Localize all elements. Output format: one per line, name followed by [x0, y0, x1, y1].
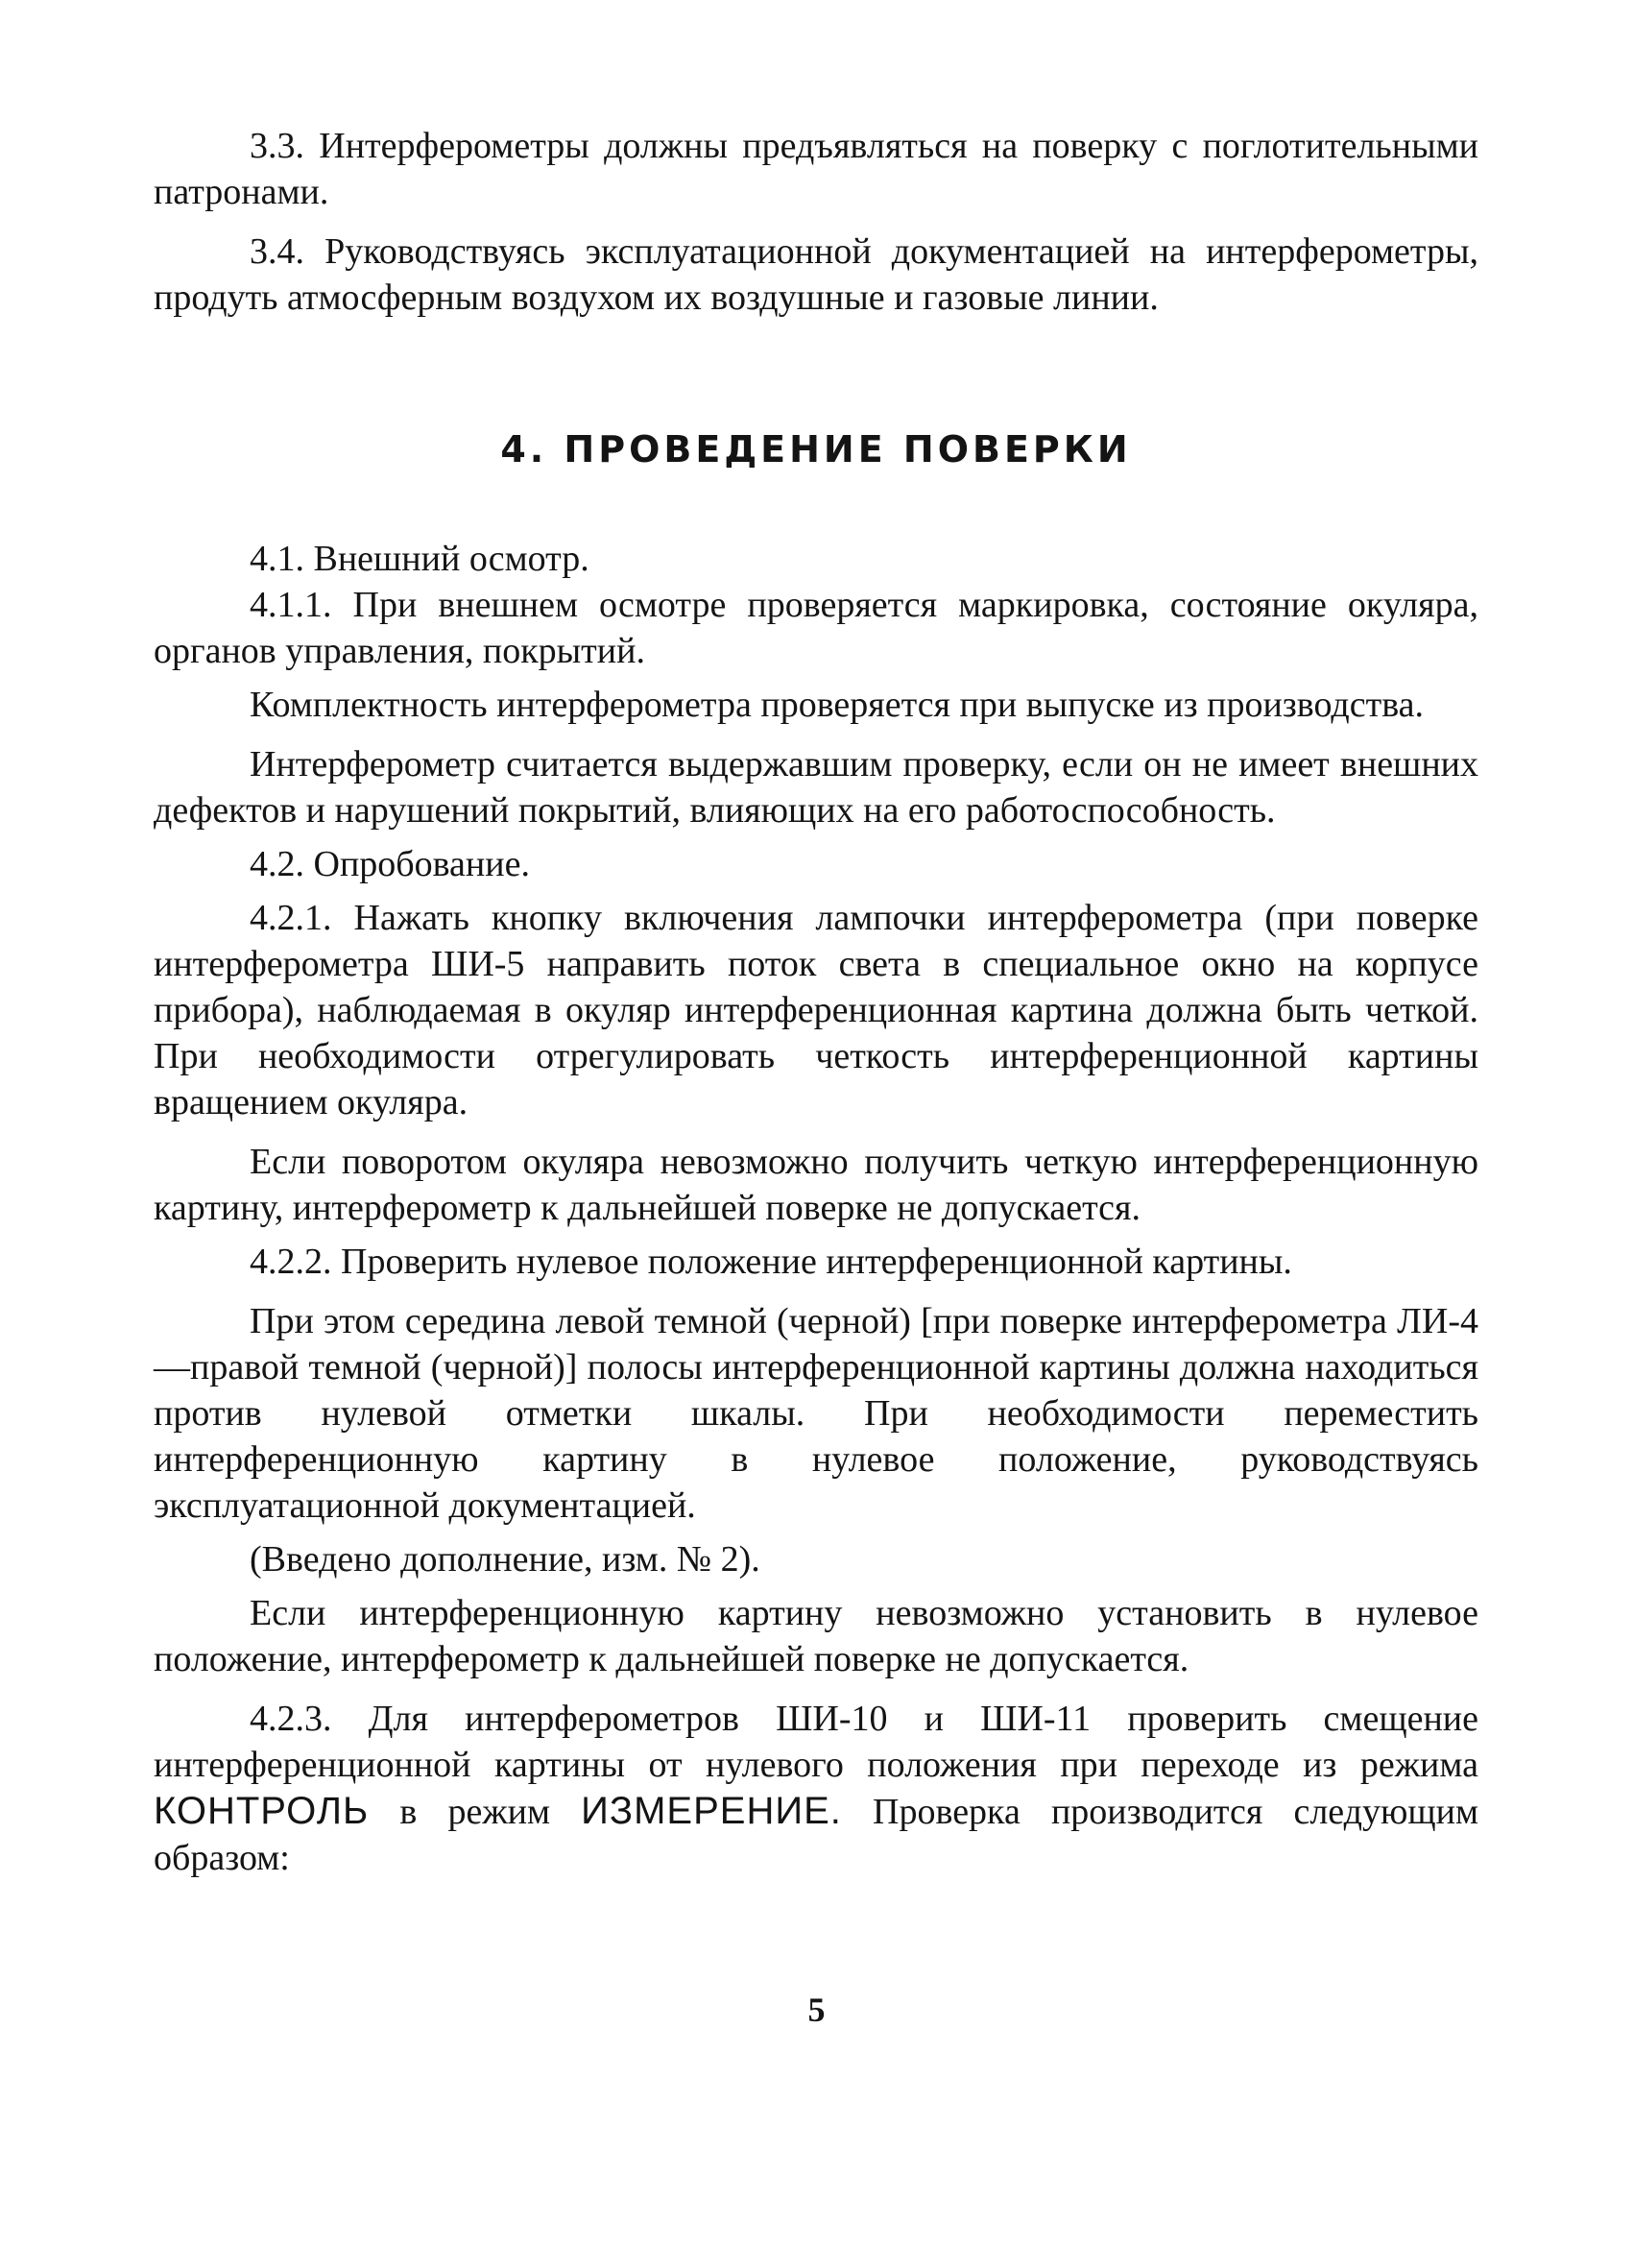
document-page: [154, 123, 1478, 1881]
paragraph-zero-fail: Если интерференционную картину невозможно установить в нулевое положение, интерферометр к дальнейшей поверке не допускается.: [154, 1593, 1478, 1679]
paragraph-completeness: Комплектность интерферометра проверяется при выпуске из производства.: [250, 685, 1424, 725]
p423-start: 4.2.3. Для интерферометров ШИ-10 и ШИ-11 проверить смещение интерференционной картины от нулевого положения при переходе из режима: [154, 1699, 1478, 1785]
paragraph-4-2-3: [154, 1696, 1478, 1881]
mode-measure-label: ИЗМЕРЕНИЕ.: [581, 1790, 842, 1832]
page-number: 5: [807, 1991, 826, 2029]
paragraph-4-2: 4.2. Опробование.: [250, 844, 530, 884]
paragraph-4-1: 4.1. Внешний осмотр.: [250, 539, 589, 579]
mode-control-label: КОНТРОЛЬ: [154, 1790, 370, 1832]
paragraph-4-2-2: 4.2.2. Проверить нулевое положение интерференционной картины.: [250, 1242, 1292, 1282]
p423-middle: в режим: [399, 1792, 551, 1832]
paragraph-3-4: 3.4. Руководствуясь эксплуатационной документацией на интерферометры, продуть атмосферным воздухом их воздушные и газовые линии.: [154, 231, 1478, 318]
paragraph-passed-check: Интерферометр считается выдержавшим проверку, если он не имеет внешних дефектов и нарушений покрытий, влияющих на его работоспособность.: [154, 744, 1478, 831]
p423-end: Проверка производится следующим образом:: [154, 1792, 1479, 1878]
paragraph-4-2-1: 4.2.1. Нажать кнопку включения лампочки интерферометра (при поверке интерферометра ШИ-5 направить поток света в специальное окно на корпусе прибора), наблюдаемая в окуляр интерференционная картина должна быть четкой. При необходимости отрегулировать четкость интерференционной картины вращением окуляра.: [154, 898, 1478, 1122]
paragraph-amendment: (Введено дополнение, изм. № 2).: [250, 1539, 760, 1580]
paragraph-zero-position: При этом середина левой темной (черной) [при поверке интерферометра ЛИ-4 —правой темной (черной)] полосы интерференционной картины должна находиться против нулевой отметки шкалы. При необходимости переместить интерференционную картину в нулевое положение, руководствуясь эксплуатационной документацией.: [154, 1301, 1478, 1526]
paragraph-4-1-1: 4.1.1. При внешнем осмотре проверяется маркировка, состояние окуляра, органов управления, покрытий.: [154, 585, 1478, 671]
paragraph-eyepiece-fail: Если поворотом окуляра невозможно получить четкую интерференционную картину, интерферометр к дальнейшей поверке не допускается.: [154, 1142, 1478, 1228]
section-heading: 4. ПРОВЕДЕНИЕ ПОВЕРКИ: [500, 428, 1132, 470]
paragraph-3-3: 3.3. Интерферометры должны предъявляться на поверку с поглотительными патронами.: [154, 126, 1478, 212]
